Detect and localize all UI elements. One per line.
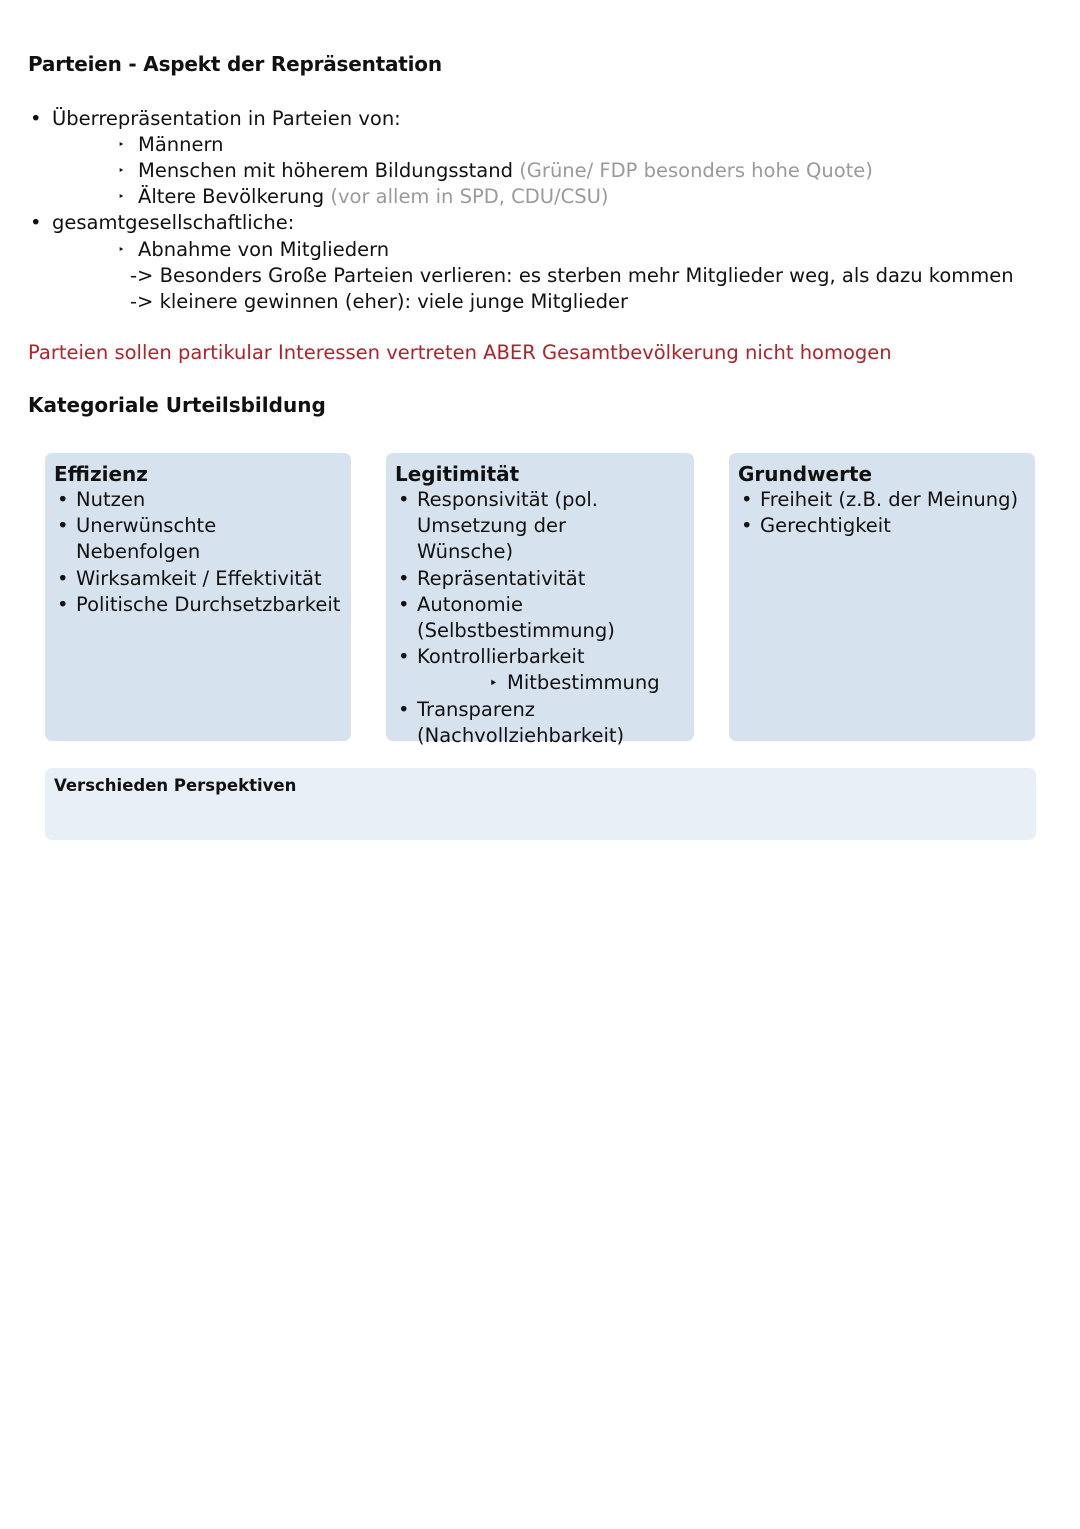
criteria-box-grundwerte: [729, 453, 1035, 741]
list-item: • Autonomie (Selbstbestimmung): [395, 592, 607, 644]
society-bullet: [30, 210, 294, 236]
page-title: Parteien - Aspekt der Repräsentation: [28, 52, 442, 76]
overrep-item-note: (vor allem in SPD, CDU/CSU): [330, 185, 609, 208]
bullet-icon: •: [30, 211, 42, 234]
society-arrow-line: -> Besonders Große Parteien verlieren: es sterben mehr Mitglieder weg, als dazu kommen: [130, 264, 1014, 287]
section-title: Kategoriale Urteilsbildung: [28, 393, 326, 417]
criteria-box-legitimitaet: [386, 453, 694, 747]
triangle-bullet-icon: ‣: [118, 138, 125, 151]
box-title: Grundwerte: [738, 462, 873, 486]
society-arrow-line: -> kleinere gewinnen (eher): viele junge Mitglieder: [130, 290, 628, 313]
box-title: Effizienz: [54, 462, 148, 486]
box-title: Legitimität: [395, 462, 520, 486]
overrep-label: Überrepräsentation in Parteien von:: [52, 107, 401, 130]
overrep-item-note: (Grüne/ FDP besonders hohe Quote): [519, 159, 873, 182]
list-item: • Wirksamkeit / Effektivität: [54, 566, 342, 592]
overrep-item: [118, 184, 609, 210]
society-label: gesamtgesellschaftliche:: [52, 211, 295, 234]
overrep-bullet: [30, 106, 401, 132]
overrep-item-text: Männern: [138, 133, 224, 156]
list-item: • Unerwünschte Nebenfolgen: [54, 513, 342, 565]
list-item: • Transparenz (Nachvollziehbarkeit): [395, 697, 627, 749]
list-item: • Responsivität (pol. Umsetzung der Wünsche): [395, 487, 657, 566]
list-item: • Kontrollierbarkeit: [395, 644, 685, 670]
list-item: • Repräsentativität: [395, 566, 685, 592]
bullet-icon: •: [30, 107, 42, 130]
overrep-item-text: Ältere Bevölkerung: [138, 185, 325, 208]
triangle-bullet-icon: ‣: [118, 164, 125, 177]
list-item: • Freiheit (z.B. der Meinung): [738, 487, 1026, 513]
perspectives-title: Verschieden Perspektiven: [54, 776, 297, 795]
triangle-bullet-icon: ‣: [118, 190, 125, 203]
box-list: [395, 487, 685, 749]
criteria-box-effizienz: [45, 453, 351, 741]
list-subitem: ‣ Mitbestimmung: [395, 670, 685, 696]
list-item: • Gerechtigkeit: [738, 513, 1026, 539]
perspectives-box: [45, 768, 1036, 840]
list-item: • Nutzen: [54, 487, 342, 513]
box-list: [54, 487, 342, 618]
overrep-item: [118, 132, 224, 158]
overrep-item: [118, 158, 873, 184]
list-item: • Politische Durchsetzbarkeit: [54, 592, 342, 618]
society-item: [118, 237, 389, 263]
society-item-text: Abnahme von Mitgliedern: [138, 238, 390, 261]
box-list: [738, 487, 1026, 539]
overrep-item-text: Menschen mit höherem Bildungsstand: [138, 159, 513, 182]
triangle-bullet-icon: ‣: [118, 243, 125, 256]
conclusion-text: Parteien sollen partikular Interessen vertreten ABER Gesamtbevölkerung nicht homogen: [28, 341, 892, 364]
